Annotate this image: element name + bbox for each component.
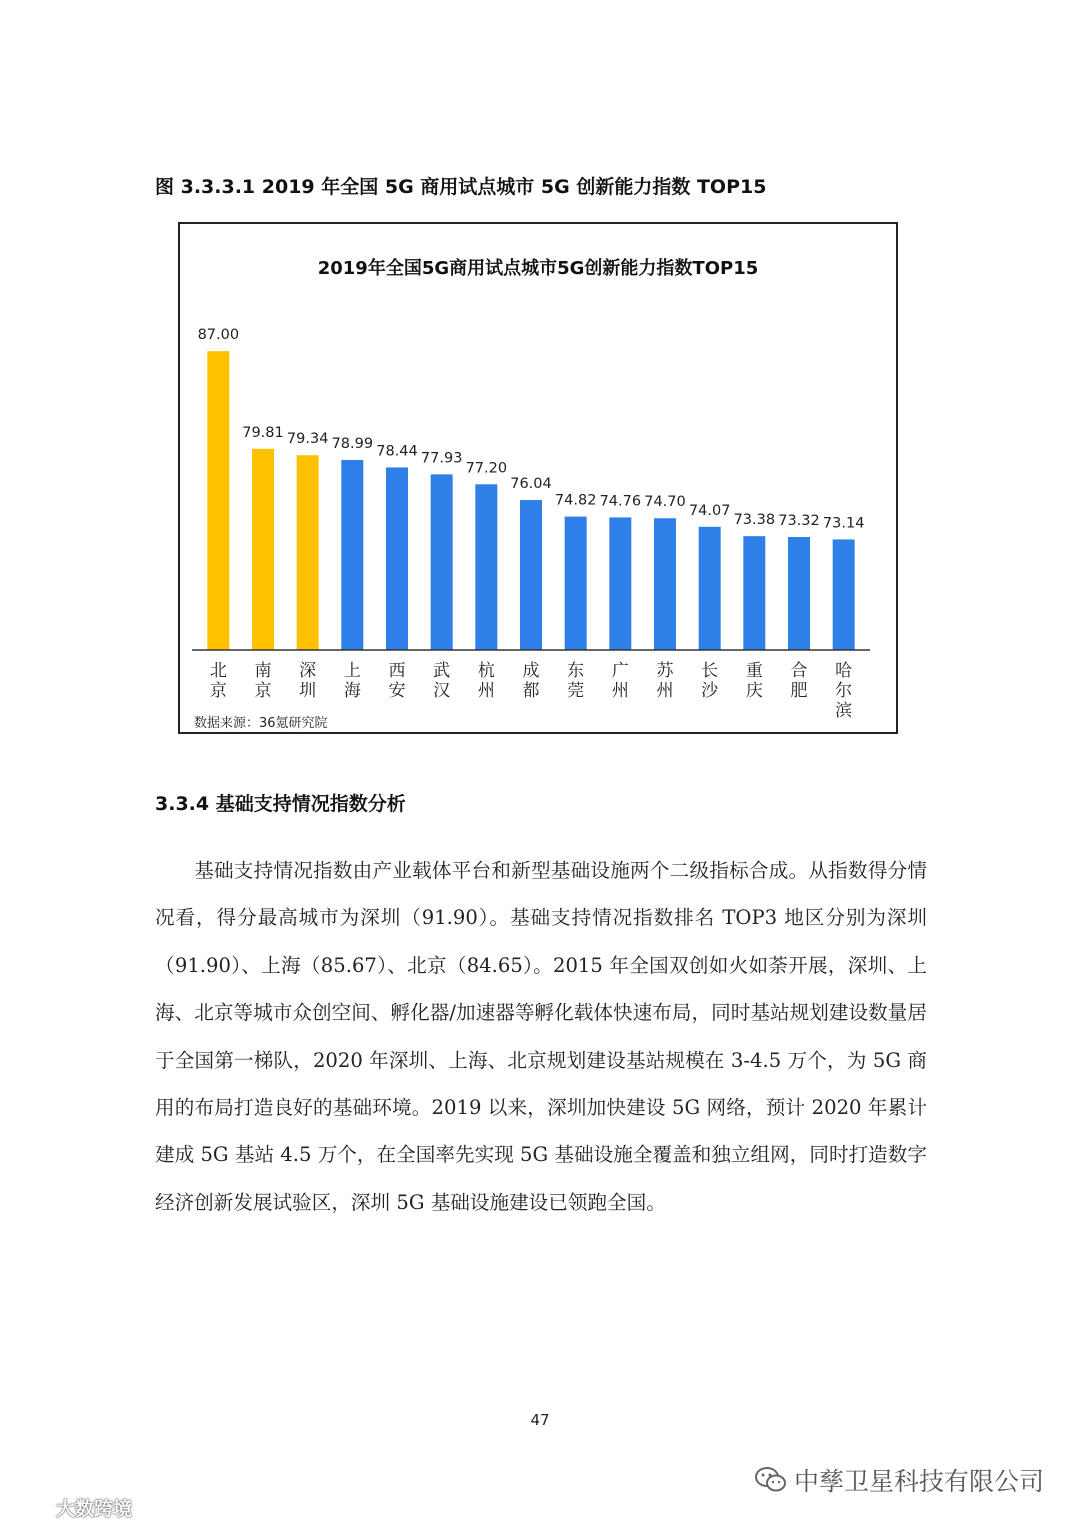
chart-title: 2019年全国5G商用试点城市5G创新能力指数TOP15: [317, 258, 759, 279]
brand-watermark: [8, 1494, 132, 1521]
value-label-9: 74.76: [599, 493, 642, 510]
value-label-12: 73.38: [733, 512, 776, 529]
value-label-3: 78.99: [331, 435, 374, 452]
bar-10: [654, 518, 676, 650]
bar-12: [743, 536, 765, 650]
value-label-11: 74.07: [688, 502, 731, 519]
bars-layer: [207, 351, 854, 650]
chart-source: 数据来源：36氪研究院: [194, 716, 328, 731]
category-label-2: 深圳: [299, 661, 317, 701]
section-heading: 3.3.4 基础支持情况指数分析: [155, 793, 406, 815]
category-label-13: 合肥: [790, 661, 808, 701]
bar-0: [207, 351, 229, 650]
category-label-12: 重庆: [745, 661, 763, 701]
bar-11: [699, 527, 721, 650]
bar-8: [565, 517, 587, 650]
bar-3: [341, 460, 363, 650]
value-label-1: 79.81: [242, 424, 284, 441]
value-label-6: 77.20: [465, 460, 508, 477]
bar-14: [833, 539, 855, 650]
value-label-13: 73.32: [778, 512, 820, 529]
value-label-2: 79.34: [286, 431, 329, 448]
value-label-7: 76.04: [510, 476, 552, 493]
bar-9: [609, 517, 631, 650]
value-label-14: 73.14: [822, 515, 865, 532]
bar-7: [520, 500, 542, 650]
category-label-9: 广州: [611, 661, 629, 701]
wechat-icon: [754, 1465, 788, 1495]
value-label-10: 74.70: [644, 494, 686, 511]
bar-1: [252, 449, 274, 650]
category-label-5: 武汉: [433, 661, 451, 701]
page-number: 47: [530, 1411, 550, 1429]
wechat-watermark: [754, 1462, 1044, 1498]
bar-6: [475, 484, 497, 650]
category-label-8: 东莞: [567, 661, 585, 701]
bar-13: [788, 537, 810, 650]
category-label-3: 上海: [343, 661, 361, 701]
watermark-brand: 大数跨境: [56, 1498, 133, 1520]
category-label-6: 杭州: [477, 661, 495, 701]
bar-4: [386, 467, 408, 650]
body-paragraph: 基础支持情况指数由产业载体平台和新型基础设施两个二级指标合成。从指数得分情况看，得分最高城市为深圳（91.90）。基础支持情况指数排名 TOP3 地区分别为深圳（91.90）、上海（85.67）、北京（84.65）。2015 年全国双创如火如荼开展，深圳、上海、北京等城市众创空间、孵化器/加速器等孵化载体快速布局，同时基站规划建设数量居于全国第一梯队，2020 年深圳、上海、北京规划建设基站规模在 3-4.5 万个，为 5G 商用的布局打造良好的基础环境。2019 以来，深圳加快建设 5G 网络，预计 2020 年累计建成 5G 基站 4.5 万个，在全国率先实现 5G 基础设施全覆盖和独立组网，同时打造数字经济创新发展试验区，深圳 5G 基础设施建设已领跑全国。: [155, 859, 927, 1214]
bar-5: [431, 474, 453, 650]
category-label-4: 西安: [388, 661, 406, 701]
bar-chart: [178, 222, 898, 734]
figure-caption: 图 3.3.3.1 2019 年全国 5G 商用试点城市 5G 创新能力指数 TOP15: [155, 176, 767, 198]
category-label-0: 北京: [209, 661, 227, 701]
category-label-11: 长沙: [701, 661, 719, 701]
value-label-4: 78.44: [376, 443, 418, 460]
value-label-5: 77.93: [420, 450, 463, 467]
category-label-14: 哈尔滨: [835, 661, 853, 721]
watermark-company: 中孳卫星科技有限公司: [793, 1467, 1044, 1496]
category-label-10: 苏州: [656, 661, 674, 701]
value-label-0: 87.00: [197, 327, 240, 344]
value-label-8: 74.82: [554, 492, 597, 509]
brand-logo-icon: [8, 1497, 52, 1519]
bar-2: [297, 455, 319, 650]
category-label-7: 成都: [522, 661, 540, 701]
category-label-1: 南京: [254, 661, 272, 701]
chart-canvas: [180, 224, 896, 732]
